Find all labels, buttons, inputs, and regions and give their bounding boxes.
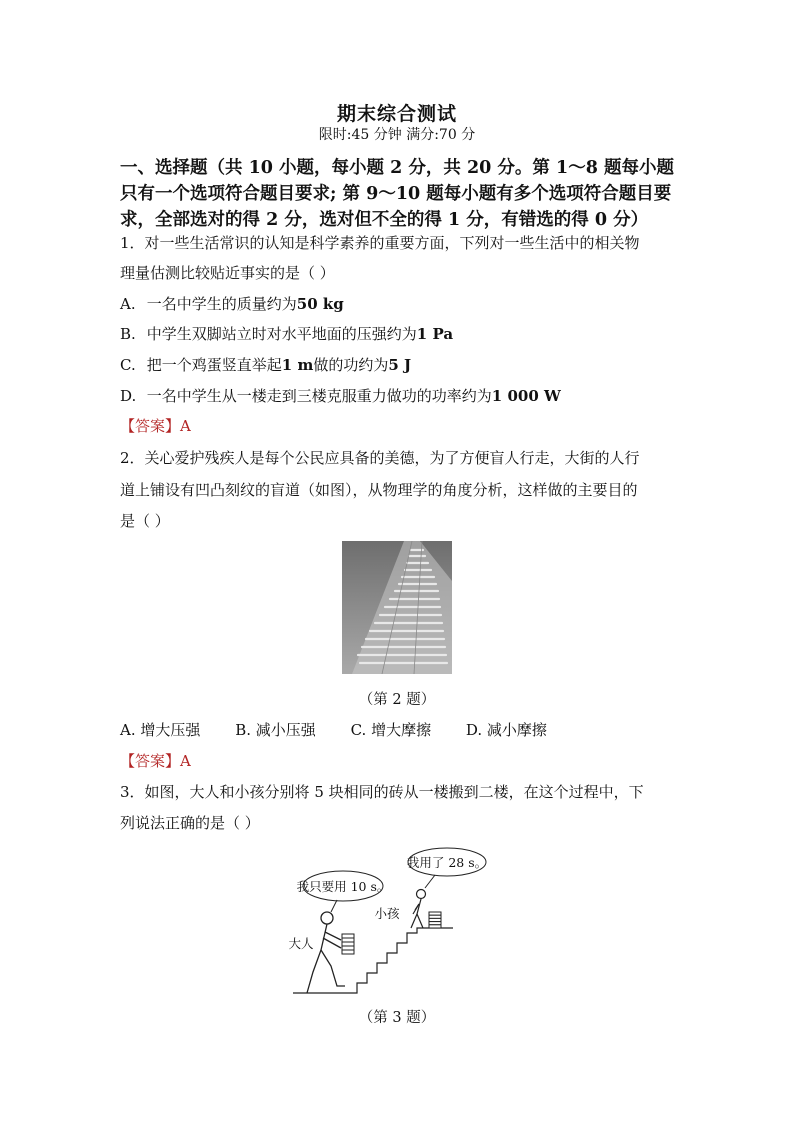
option-value-2: 5 J <box>388 356 412 374</box>
option-value: 1 m <box>281 356 314 374</box>
option-text-2: 做的功约为 <box>313 356 389 374</box>
adult-label: 大人 <box>288 936 314 951</box>
page-subtitle: 限时:45 分钟 满分:70 分 <box>318 127 476 143</box>
option-label: B. <box>235 721 251 739</box>
q1-option-b[interactable] <box>120 323 453 344</box>
q1-stem-line1: 1．对一些生活常识的认知是科学素养的重要方面，下列对一些生活中的相关物 <box>120 234 640 252</box>
child-label: 小孩 <box>374 906 400 921</box>
adult-bricks <box>342 934 354 954</box>
child-bubble-text: 我用了 28 s。 <box>406 855 488 870</box>
q2-options <box>120 719 577 740</box>
answer-value: A <box>180 417 191 435</box>
answer-value: A <box>180 752 191 770</box>
q2-option-c[interactable] <box>351 719 432 740</box>
q1-stem-line2: 理量估测比较贴近事实的是（ ） <box>120 264 335 282</box>
answer-tag: 【答案】 <box>120 417 181 435</box>
page-title: 期末综合测试 <box>336 103 457 125</box>
option-text: 减小压强 <box>255 721 316 739</box>
option-label: C. <box>350 721 367 739</box>
q1-option-c[interactable] <box>120 354 411 375</box>
section-heading: 一、选择题（共 10 小题，每小题 2 分，共 20 分。第 1～8 题每小题只有一个选项符合题目要求; 第 9～10 题每小题有多个选项符合题目要求，全部选对的得 2 分，选对但不全的得 1 分，有错选的得 0 分） <box>120 158 674 230</box>
option-text: 一名中学生从一楼走到三楼克服重力做功的功率约为 <box>146 387 492 405</box>
q3-stem-line1: 3．如图，大人和小孩分别将 5 块相同的砖从一楼搬到二楼，在这个过程中，下 <box>120 783 644 801</box>
option-label: A. <box>120 721 136 739</box>
option-value: 1 Pa <box>416 325 454 343</box>
option-label: D. <box>465 721 483 739</box>
option-text: 增大摩擦 <box>371 721 432 739</box>
option-label: B. <box>120 325 136 343</box>
q1-option-a[interactable] <box>120 293 344 314</box>
option-text: 把一个鸡蛋竖直举起 <box>146 356 282 374</box>
option-text: 中学生双脚站立时对水平地面的压强约为 <box>146 325 417 343</box>
q1-answer <box>120 415 191 436</box>
q2-option-b[interactable] <box>235 719 316 740</box>
option-label: D. <box>120 387 137 405</box>
child-figure <box>411 890 426 929</box>
adult-bubble-text: 我只要用 10 s。 <box>296 879 390 894</box>
adult-figure <box>307 912 345 993</box>
q2-stem-line3: 是（ ） <box>120 512 170 530</box>
option-label: C. <box>120 356 136 374</box>
child-bricks <box>429 912 441 928</box>
option-text: 一名中学生的质量约为 <box>146 295 297 313</box>
tactile-paving-photo <box>342 541 452 674</box>
q2-figure-caption: （第 2 题） <box>358 692 436 708</box>
q2-stem-line2: 道上铺设有凹凸刻纹的盲道（如图），从物理学的角度分析，这样做的主要目的 <box>120 481 638 499</box>
q2-option-a[interactable] <box>120 719 200 740</box>
q2-answer <box>120 750 191 771</box>
option-label: A. <box>120 295 136 313</box>
q3-figure-caption: （第 3 题） <box>358 1010 436 1026</box>
q2-stem-line1: 2．关心爱护残疾人是每个公民应具备的美德，为了方便盲人行走，大街的人行 <box>120 449 640 467</box>
option-value: 50 kg <box>296 295 344 313</box>
q1-option-d[interactable] <box>120 385 561 406</box>
option-text: 减小摩擦 <box>486 721 547 739</box>
answer-tag: 【答案】 <box>120 752 181 770</box>
option-text: 增大压强 <box>140 721 201 739</box>
q3-stem-line2: 列说法正确的是（ ） <box>120 814 260 832</box>
stairs-illustration <box>285 840 505 1000</box>
option-value: 1 000 W <box>491 387 561 405</box>
q2-option-d[interactable] <box>466 719 547 740</box>
